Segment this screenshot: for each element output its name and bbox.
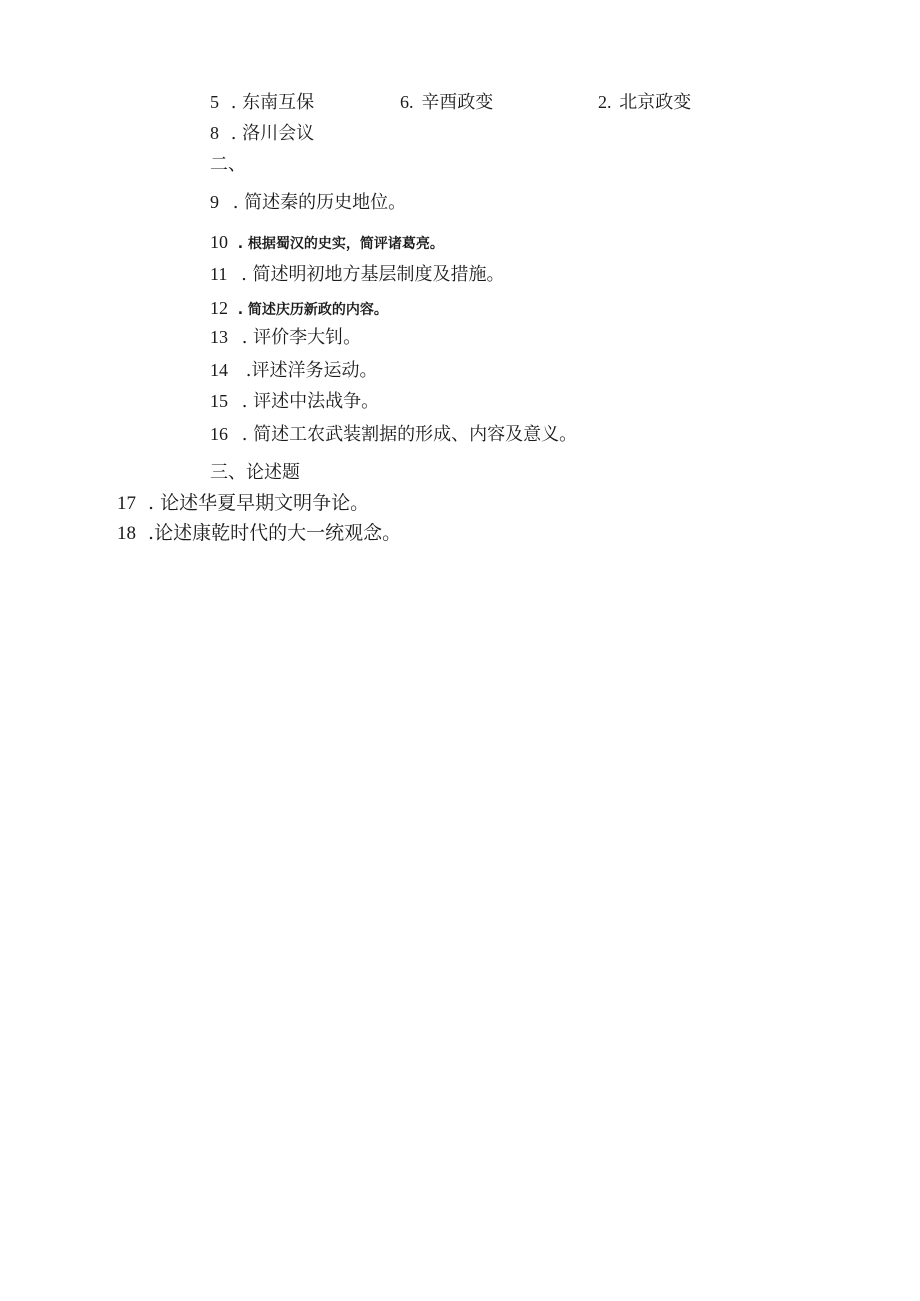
item-text: . 评价李大钊。 bbox=[241, 327, 362, 348]
term-item-2 bbox=[598, 91, 691, 114]
question-item-16 bbox=[210, 423, 577, 446]
item-number: 18 bbox=[117, 523, 136, 544]
essay-item-17 bbox=[117, 492, 369, 515]
question-item-14 bbox=[210, 359, 377, 382]
item-text: . 东南互保 bbox=[230, 92, 315, 113]
item-text: . 简述工农武装割据的形成、内容及意义。 bbox=[241, 424, 578, 445]
question-item-13 bbox=[210, 326, 361, 349]
item-text: . 评述中法战争。 bbox=[241, 391, 380, 412]
question-item-15 bbox=[210, 390, 379, 413]
item-number: 6. bbox=[400, 92, 414, 112]
item-number: 16 bbox=[210, 424, 228, 444]
question-item-12 bbox=[210, 297, 388, 321]
term-item-5 bbox=[210, 91, 314, 114]
item-number: 15 bbox=[210, 391, 228, 411]
item-text: .论述康乾时代的大一统观念。 bbox=[148, 522, 402, 544]
item-text: .评述洋务运动。 bbox=[245, 360, 378, 381]
item-number: 8 bbox=[210, 123, 219, 143]
item-text: . 论述华夏早期文明争论。 bbox=[148, 492, 370, 514]
essay-item-18 bbox=[117, 522, 401, 545]
item-number: 13 bbox=[210, 327, 228, 347]
question-item-10 bbox=[210, 231, 444, 255]
item-text: . 简述明初地方基层制度及措施。 bbox=[241, 264, 505, 285]
item-number: 2. bbox=[598, 92, 612, 112]
section-heading-3: 三、论述题 bbox=[210, 462, 300, 483]
item-number: 10 bbox=[210, 232, 228, 252]
item-number: 12 bbox=[210, 298, 228, 318]
item-number: 9 bbox=[210, 192, 219, 212]
section-heading-2: 二、 bbox=[210, 154, 246, 175]
item-text: . 根据蜀汉的史实，简评诸葛亮。 bbox=[237, 236, 444, 252]
item-text: . 简述秦的历史地位。 bbox=[232, 192, 407, 213]
question-item-11 bbox=[210, 263, 505, 286]
item-text: . 简述庆历新政的内容。 bbox=[237, 302, 388, 318]
item-text: 辛酉政变 bbox=[421, 92, 494, 113]
item-number: 5 bbox=[210, 92, 219, 112]
question-item-9 bbox=[210, 191, 406, 214]
item-text: . 洛川会议 bbox=[230, 123, 315, 144]
item-number: 17 bbox=[117, 493, 136, 514]
item-number: 11 bbox=[210, 264, 228, 284]
term-item-6 bbox=[400, 91, 493, 114]
item-text: 北京政变 bbox=[619, 92, 692, 113]
item-number: 14 bbox=[210, 360, 228, 380]
term-item-8 bbox=[210, 122, 314, 145]
